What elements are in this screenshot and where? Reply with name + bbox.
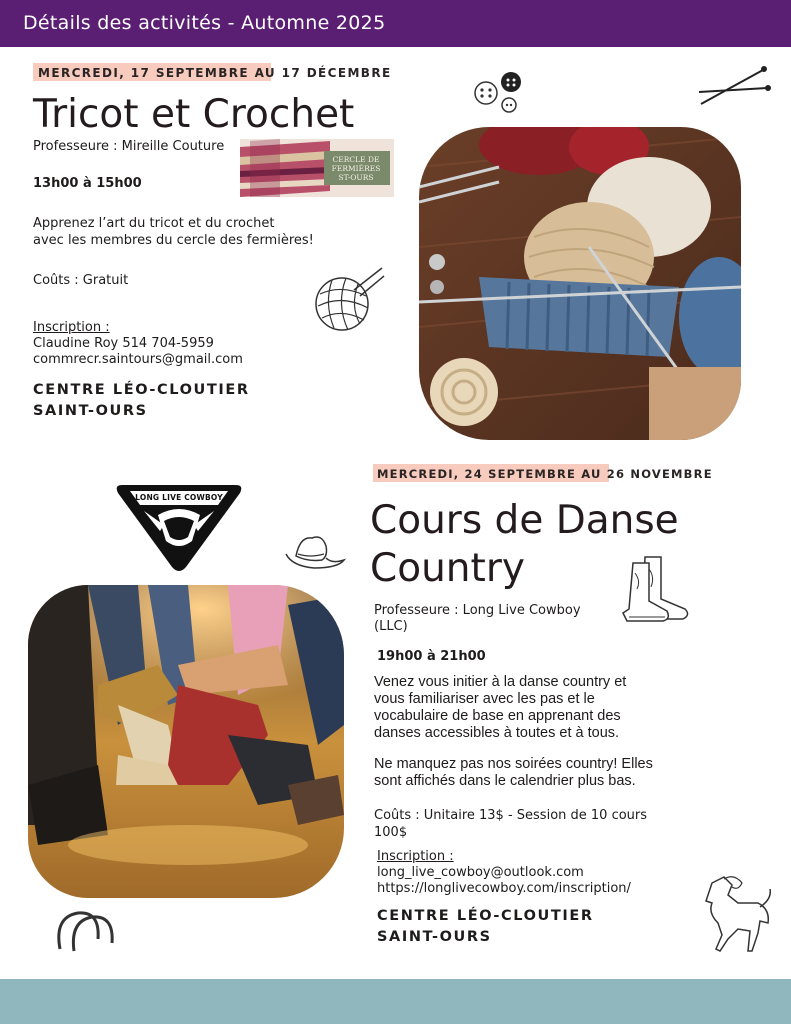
- knitting-title: Tricot et Crochet: [33, 92, 355, 137]
- knitting-contact-email[interactable]: commrecr.saintours@gmail.com: [33, 352, 243, 367]
- page-title: Détails des activités - Automne 2025: [23, 12, 386, 34]
- country-cost: Coûts : Unitaire 13$ - Session de 10 cours 100$: [374, 808, 648, 840]
- knitting-hours: 13h00 à 15h00: [33, 176, 142, 191]
- country-venue: [377, 906, 594, 948]
- cowboy-hat-icon: [282, 530, 346, 574]
- country-note: Ne manquez pas nos soirées country! Elles sont affichés dans le calendrier plus bas.: [374, 756, 653, 789]
- country-contact-url[interactable]: https://longlivecowboy.com/inscription/: [377, 881, 631, 896]
- knitting-registration-label: Inscription :: [33, 320, 110, 335]
- venue-line: SAINT-OURS: [33, 403, 148, 419]
- dance-photo: [28, 585, 344, 898]
- country-registration-label: Inscription :: [377, 849, 454, 864]
- knitting-contact-name: Claudine Roy 514 704-5959: [33, 336, 214, 351]
- knitting-teacher: Professeure : Mireille Couture: [33, 139, 225, 154]
- knitting-photo: [419, 127, 741, 440]
- logo-text: LONG LIVE COWBOY: [135, 493, 223, 502]
- country-dates: MERCREDI, 24 SEPTEMBRE AU 26 NOVEMBRE: [377, 467, 713, 481]
- venue-line: SAINT-OURS: [377, 929, 492, 945]
- cercle-fermieres-badge: [240, 139, 394, 197]
- knitting-description-line: Apprenez l’art du tricot et du crochet: [33, 216, 275, 231]
- venue-line: CENTRE LÉO-CLOUTIER: [33, 382, 250, 398]
- knitting-venue: [33, 380, 250, 422]
- yarn-ball-icon: [310, 266, 386, 336]
- buttons-icon: [471, 70, 527, 116]
- knitting-description-line: avec les membres du cercle des fermières!: [33, 233, 314, 248]
- country-title: Cours de Danse Country: [370, 498, 679, 591]
- horse-icon: [698, 873, 774, 955]
- knitting-cost: Coûts : Gratuit: [33, 273, 129, 288]
- cowboy-boots-icon: [615, 553, 693, 627]
- country-teacher: Professeure : Long Live Cowboy (LLC): [374, 603, 581, 634]
- country-hours: 19h00 à 21h00: [377, 649, 486, 664]
- badge-text: CERCLE DE FERMIÈRES ST-OURS: [331, 155, 381, 182]
- horseshoes-icon: [52, 905, 118, 955]
- long-live-cowboy-logo: [114, 481, 244, 571]
- knitting-dates: MERCREDI, 17 SEPTEMBRE AU 17 DÉCEMBRE: [38, 66, 392, 80]
- venue-line: CENTRE LÉO-CLOUTIER: [377, 908, 594, 924]
- footer-bar: [0, 979, 791, 1024]
- country-description: Venez vous initier à la danse country et vous familiariser avec les pas et le vocabulaire de base en apprenant des danses accessibles à toutes et à tous.: [374, 674, 627, 741]
- country-contact-email[interactable]: long_live_cowboy@outlook.com: [377, 865, 584, 880]
- knitting-needles-icon: [697, 62, 771, 108]
